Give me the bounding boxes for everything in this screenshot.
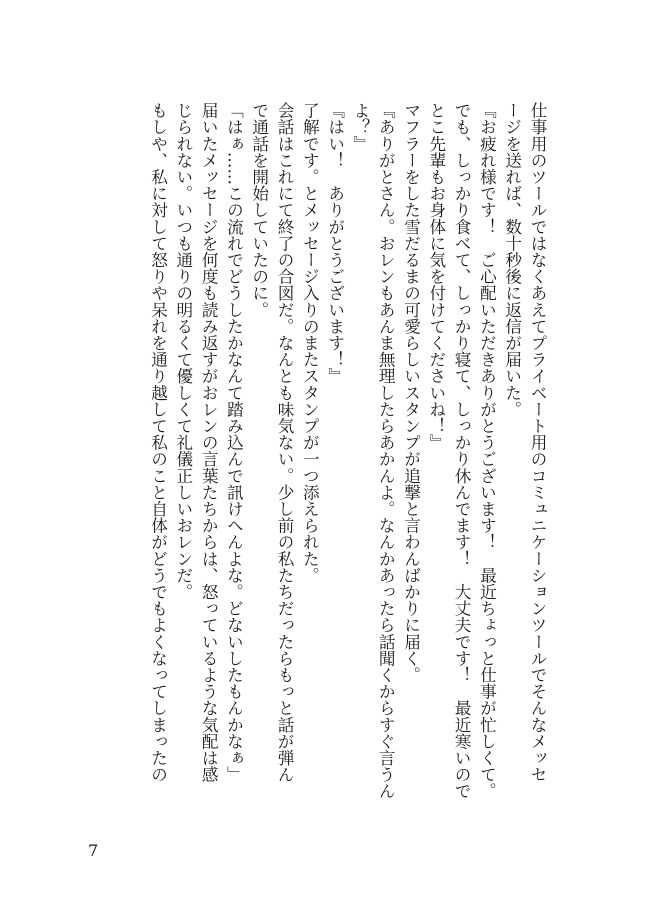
text-line: で通話を開始していたのに。	[249, 102, 269, 318]
text-line: 『はい！ ありがとうございます！』	[325, 102, 345, 385]
vertical-text-body	[88, 102, 550, 822]
text-line: 仕事用のツールではなくあえてプライベート用のコミュニケーションツールでそんなメッセ	[528, 102, 547, 783]
text-line: 了解です。とメッセージ入りのまたスタンプが一つ添えられた。	[300, 102, 320, 584]
text-line: 『ありがとさん。おレンもあんま無理したらあかんよ。なんかあったら話聞くからすぐ言うん	[376, 102, 396, 800]
text-line: 「はぁ……この流れでどうしたかなんて踏み込んで訊けへんよな。どないしたもんかなぁ」	[224, 102, 244, 783]
text-line: 『お疲れ様です！ ご心配いただきありがとうございます！ 最近ちょっと仕事が忙しくて。	[477, 102, 497, 800]
text-line: とこ先輩もお身体に気を付けてくださいね！』	[426, 102, 446, 451]
text-line: ージを送れば、数十秒後に返信が届いた。	[502, 102, 522, 418]
text-line: もしや、私に対して怒りや呆れを通り越して私のこと自体がどうでもよくなってしまったの	[148, 102, 168, 783]
text-line: マフラーをした雪だるまの可愛らしいスタンプが追撃と言わんばかりに届く。	[401, 102, 421, 683]
text-line: でも、しっかり食べて、しっかり寝て、しっかり休んでます！ 大丈夫です！ 最近寒いので	[452, 102, 472, 800]
page-number: 7	[88, 841, 99, 860]
text-line: 会話はこれにて終了の合図だ。なんとも味気ない。少し前の私たちだったらもっと話が弾ん	[275, 102, 295, 783]
text-line: 届いたメッセージを何度も読み返すがおレンの言葉たちからは、怒っているような気配は感	[199, 102, 219, 783]
text-line: じられない。いつも通りの明るくて優しくて礼儀正しいおレンだ。	[173, 102, 193, 600]
text-line: よ？』	[350, 102, 370, 152]
